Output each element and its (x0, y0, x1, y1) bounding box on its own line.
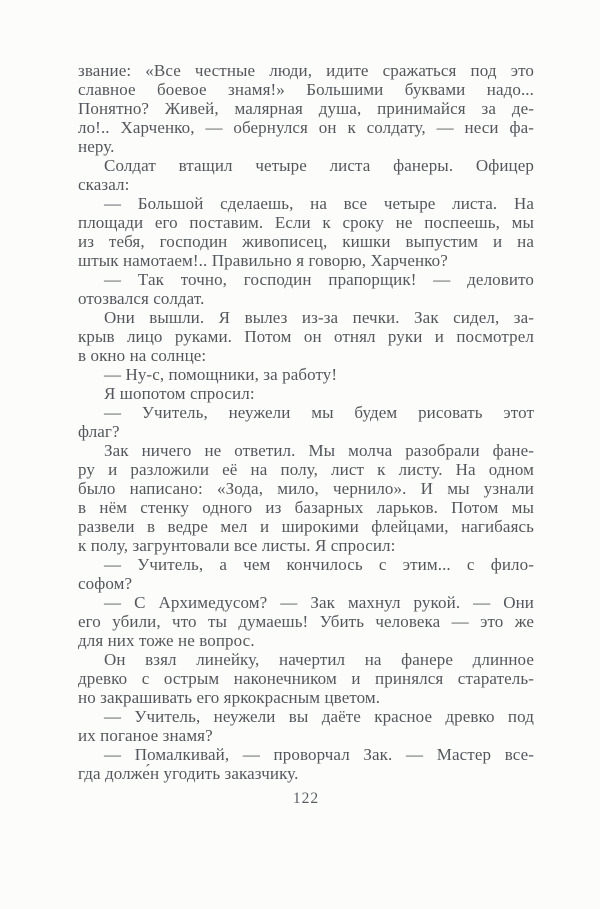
text-line: отозвался солдат. (78, 289, 205, 308)
text-line: штык намотаем!.. Правильно я говорю, Харченко? (78, 251, 448, 270)
text-line: Зак ничего не ответил. Мы молча разобрали фане- (104, 441, 534, 460)
text-line: было написано: «Зода, мило, чернило». И мы узнали (78, 479, 534, 498)
paragraph (78, 365, 534, 384)
text-line: славное боевое знамя!» Большими буквами надо... (78, 80, 534, 99)
text-line: в нём стенку одного из базарных ларьков. Потом мы (78, 498, 534, 517)
paragraph (78, 156, 534, 194)
paragraph (78, 745, 534, 783)
paragraph (78, 270, 534, 308)
text-line: их поганое знамя? (78, 726, 213, 745)
text-line: крыв лицо руками. Потом он отнял руки и посмотрел (78, 327, 534, 346)
text-line: флаг? (78, 422, 120, 441)
text-line: площади его поставим. Если к сроку не поспеешь, мы (78, 213, 534, 232)
paragraph (78, 308, 534, 365)
text-line: — Учитель, неужели мы будем рисовать этот (104, 403, 534, 422)
text-line: из тебя, господин живописец, кишки выпустим и на (78, 232, 534, 251)
text-line: гда долже́н угодить заказчику. (78, 764, 299, 783)
text-line: но закрашивать его яркокрасным цветом. (78, 688, 381, 707)
page-text (78, 61, 534, 783)
text-line: Они вышли. Я вылез из-за печки. Зак сидел, за- (104, 308, 534, 327)
paragraph (78, 593, 534, 650)
text-line: для них тоже не вопрос. (78, 631, 255, 650)
text-line: — Учитель, а чем кончилось с этим... с фило- (104, 555, 534, 574)
text-line: — С Архимедусом? — Зак махнул рукой. — Они (104, 593, 534, 612)
text-line: — Ну-с, помощники, за работу! (104, 365, 338, 384)
text-line: — Учитель, неужели вы даёте красное древко под (104, 707, 534, 726)
text-line: в окно на солнце: (78, 346, 207, 365)
text-line: софом? (78, 574, 133, 593)
paragraph (78, 555, 534, 593)
text-line: ру и разложили её на полу, лист к листу. На одном (78, 460, 534, 479)
paragraph (78, 194, 534, 270)
text-line: его убили, что ты думаешь! Убить человека — это же (78, 612, 534, 631)
text-line: Он взял линейку, начертил на фанере длинное (104, 650, 534, 669)
text-line: к полу, загрунтовали все листы. Я спросил: (78, 536, 396, 555)
paragraph (78, 403, 534, 441)
paragraph (78, 384, 534, 403)
text-line: — Помалкивай, — проворчал Зак. — Мастер все- (104, 745, 534, 764)
text-line: ло!.. Харченко, — обернулся он к солдату, — неси фа- (78, 118, 534, 137)
paragraph (78, 61, 534, 156)
paragraph (78, 441, 534, 555)
text-line: — Так точно, господин прапорщик! — деловито (104, 270, 534, 289)
text-line: древко с острым наконечником и принялся старатель- (78, 669, 534, 688)
text-line: сказал: (78, 175, 130, 194)
text-line: Солдат втащил четыре листа фанеры. Офицер (104, 156, 534, 175)
page-number: 122 (292, 790, 320, 807)
text-line: — Большой сделаешь, на все четыре листа. На (104, 194, 534, 213)
text-line: Я шопотом спросил: (104, 384, 255, 403)
text-line: Понятно? Живей, малярная душа, принимайся за де- (78, 99, 534, 118)
paragraph (78, 650, 534, 707)
text-line: развели в ведре мел и широкими флейцами, нагибаясь (78, 517, 534, 536)
text-line: звание: «Все честные люди, идите сражаться под это (78, 61, 534, 80)
text-line: неру. (78, 137, 115, 156)
paragraph (78, 707, 534, 745)
